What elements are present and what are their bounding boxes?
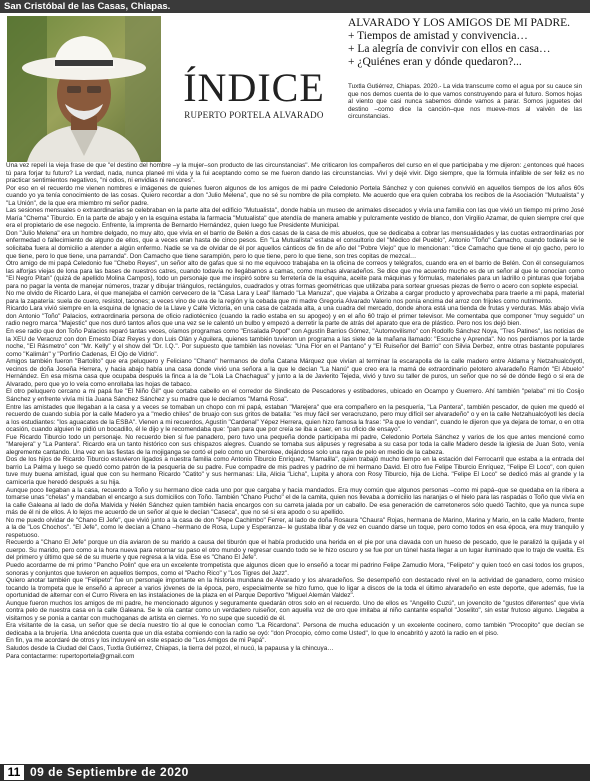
article-paragraph: No me puedo olvidar de "Chano El Jefe", que vivió junto a la casa de don "Pepe Cachimbo" Ferrer, al lado de doña Rosaura "Chaura" Rojas, hermana de Marino, Marina y Mario, en la calle Madero, frente a la de "Los Chochos". "El Jefe", como le decían a Chano –hermano de Rosa, Lupe y Esperanza– le gustaba libar y de vez en cuando darse un toque, pero como todos en esa época, era muy tranquilo y respetuoso. [6,516,584,539]
article-paragraph: Las sesiones mensuales o extraordinarias se celebraban en la parte alta del edificio "Mutualista", donde había un museo de animales disecados y vivía una familia con las que vivió un tiempo mi primo José María "Chema" Tiburcio. En la parte de abajo y en la esquina estaba la farmacia "Mutualista" que atendía de manera amable y pulcramente vestido de blanco, don Virgilio Azamar, de quien siempre creí que era el propietario de ese negocio. Enfrente, la imprenta de Bernardo Hernández, quien luego fue Presidente Municipal. [6,207,584,230]
article-paragraph: Era visitante de la casa, un señor que se decía nuestro tío al que le conocían como "La Ricardona". Persona de mucha educación y un excelente cocinero, como también "Procopito" que decían se dedicaba a la brujería. Una anécdota cuenta que un día estaba comiendo con la radio se oyó: "don Procopio, cómo come Usted", lo que lo encabritó y azotó la radio en el piso. [6,622,584,637]
heading-line-3: + La alegría de convivir con ellos en casa… [348,43,551,55]
article-body [6,162,584,758]
location-header: San Cristóbal de las Casas, Chiapas. [4,1,171,12]
article-paragraph: Entre las amistades que llegaban a la casa y a veces se tomaban un chopo con mi papá, estaban "Marejera" que era compañero en la pesquería, "La Pantera", también pescador, de quien me quedó el recuerdo de cuando subía por la calle Madero ya a "medio chiles" de bruajo con sus gritos de batalla: "es muy fácil ser veracruzano, pero muy difícil ser alvaradeño" o y en la calle Netzahualcóyotl les decía a los estudiantes: "los aguacates de la ESBA". Vienen a mi recuerdos, Agustín "Cardenal" Yépez Herrera, quien hizo famosa la frase: "Pa que lo vendan", cuando le dijeron que ya dejara de tomar, o en otra ocasión, cuando alguien le pidió un bocadillo, él le dijo y le recomendaba que: "pan para que por creía se iba a caer, en su oficio de ensayo". [6,403,584,434]
article-paragraph: En ese radio que don Toño Palacios reparó tantas veces, oíamos programas como "Ensalada Popof" con Agustín Barrios Gómez, "Automovilismo" con Rodolfo Sánchez Noya, "Tres Patines", las noticias de la XEU de Veracruz con don Ernesto Díaz Reyes y don Luis Olán y Aguilera, quienes también tuvieron un programa a las siete de la mañana llamado: "Escuche y Aprenda". No nos perdíamos por la tarde noche, "El Rásmetro" con "Mr. Kelly" y el show del "Dr. I.Q.". Por supuesto que también las novelas: "Una Flor en el Pantano" y "El Ruiseñor del Barrio" con Silvia Derbez, entre otras bastante populares como "Kalimán" y "Porfirio Cadenas, El Ojo de Vidrio". [6,328,584,358]
article-paragraph: Otro amigo de mi papá Celedonio fue "Chebo Reyes", un señor alto de gafas que si no me equivoco trabajaba en la oficina de correos y telégrafos, cuando era en el barrio de Belén. Con él conseguíamos las alforjas viejas de lona para las bases de nuestros catres, cuando todavía no llegábamos a camas, como muchas alvaradeños. Se dice que me acuerdo mucho es de un señor al que le conocían como "El Negro Pitan" (quizá de apellido Molina Campos), todo un personaje que me inspiró sobre su ferretería de la esquina, aceite para máquinas y fórmulas, materiales para un ladrillo o pinturas que forjaba para no pagar la venta de manejar números, trazar y dibujar triángulos, rectángulos, cuadrados y otras formas geométricas que utilizaba para sortear gruesas piezas de fierro o acero con soplete especial. [6,260,584,290]
article-paragraph: Dos de los hijos de Ricardo Tiburcio estuvieron ligados a nuestra familia como Antonio Tiburcio Enríquez, "Mamalila", quien trabajó mucho tiempo en la estación del Ferrocarril que estaba a la entrada del barrio La Palma y luego se quedó como patrón de la pesquería de su padre. Fue compadre de mis padres y padrino de mi hermano David. El otro fue Felipe Tiburcio Enríquez, "Felipe El Loco", con quien tuve muy buena amistad, igual que con su hermano Ricardo "Catito" y sus hermanas: Lila, Alicia "Licha", Lupita y ahora con Rosy Tiburcio, hija de Licha. "Felipe El Loco" se dedicó más al grande y la carnicería que heredó después a su hija. [6,456,584,486]
article-paragraph: Una vez repelí la vieja frase de que "el destino del hombre –y la mujer–son producto de las circunstancias". Me criticaron los compañeros del curso en el que participaba y me dijeron: ¿entonces qué haces tú para forjar tu futuro? La verdad, nada, nunca planeé mi vida y la fui aceptando como se me fueron dando las circunstancias. Viví y dejé vivir. Digo siempre, que la fórmula infalible de ser feliz es no practicar sentimientos negativos, "ni odios, ni envidias ni rencores". [6,162,584,185]
intro-paragraph: Tuxtla Gutiérrez, Chiapas. 2020.- La vida transcurre como el agua por su cauce sin que nos demos cuenta de lo que vamos construyendo para el futuro. Somos hojas al viento que casi nunca sabemos dónde vamos a parar. Somos juguetes del destino –como dice la canción–que nos mueve-mos al vaivén de las circunstancias. [348,83,582,121]
article-paragraph: No me olvido de Ricardo Lara, el que manejaba el camión cervecero de la "Casa Lara y Leal" llamado "La Manuza", que viajaba a Orizaba a cargar producto y aprovechaba para traerle a mi papá, material para la zapatería: suela de cuero, resistol, tacones; a veces vino de uva de la región y la cebada que mi madre Gregoria Alvarado Valerio nos ponía encima del arroz con frijoles como nutrimento. [6,290,584,305]
article-paragraph: En fin, ya me acordaré de otros y los incluyeré en este espacio de "Los Amigos de mi Papá". [6,637,267,645]
article-paragraph: Aunque poco llegaban a la casa, recuerdo a Toño y su hermano dice cada uno por que cargaba y hacia mandados. Era muy común que algunos personas –como mi papá–que se quedaba en la ribera a tomarse unas "chelas" y mandaban el encargo a sus domicilios con Toño. También "Chano Pucho" el de la camita, quien nos llevaba a domicilio las naranjas o el hielo para las raspadas o Toño que vivía en la calle Galeana al lado de doña Malvida y Nelén Sánchez quien también hacia encargos con su carreta jalada por un caballo. De esa generación de carretoneros sólo quedó Tachito, que ya nunca supe más de él ni de ellos. A lo lejos me acuerdo de un señor al que le decían "Caseca", que no sé si era apodo o su apellido. [6,486,584,517]
issue-date: 09 de Septiembre de 2020 [30,765,189,779]
article-heading [348,17,582,69]
article-paragraph: Don "Julio Melena" era un hombre delgado, no muy alto, que vivía en el barrio de Belén a dos casas de la casa de mis abuelos, que se dedicaba a cobrar las mensualidades y las cuotas extraordinarias por enfermedad o fallecimiento de alguno de ellos, que a veces eran hasta de cinco pesos. En "La Mutualista" estaba el consultorio del "Médico del Pueblo", Antonio "Toño" Camacho, cuando todavía se le solicitaba fuera al domicilio a atender a algún enfermo. Nadie se va de olvidar de él por aquellos cánticos de fin de año del "Pobre Viejo" que lo mencionan: "dice Camacho que tiene el ojo gacho, pero lo que tiene, pero lo que tiene, una parranda". Don Camacho que tiene sarampión, pero lo que tiene, pero lo que tiene, son tres copitas de mezcal… [6,229,584,260]
article-paragraph: Puedo acordarme de mi primo "Pancho Polin" que era un excelente trompetista que algunos dicen que lo enseñó a tocar mi padrino Felipe Zamudio Mora, "Felipeto" y quien tocó en casi todos los grupos, sonoras y conjuntos que tuvieron en aquellos tiempos, como el "Pacho Rico" y "Los Tigres del Jazz". [6,561,584,577]
article-paragraph: Amigos también fueron "Bartolito" que era peluquero y Feliciano "Chano" hermanos de doña Catana Márquez que vivían al terminar la escarapolla de la calle madero entre Aldama y Netzahualcóyotl, vecinos de doña Joseña Herrera, y hacia abajo había una casa donde vivió una señora a la que le decían "La Nanú" que creo era la mamá de extraordinario pelotero alvaradeño Ramón "El Abuelo" Hernández. En esa misma casa que ocupaba después la finca a la de "Lola La Chachagua" y junto a la de Javierito Tejeda, vivió y tuvo su taller de puros, un señor que no sé de dónde llegó o si era de Alvarado, pero que yo lo veía como enrollaba las hojas de tabaco. [6,358,584,388]
top-banner [0,0,590,13]
contact-line: Para contactarme: rupertoportela@gmail.com [6,652,135,660]
heading-line-2: + Tiempos de amistad y convivencia… [348,30,528,42]
article-paragraph: Por eso en el recuerdo me vienen nombres e imágenes de quienes fueron algunos de los amigos de mi padre Celedonio Portela Sánchez y con quienes convivió en aquellos tiempos de los años 60s cuando yo ya tenía conocimiento de las cosas. Quiero recordar a don "Julio Melena", que no sé su nombre de pila completo. Me acuerdo que era quien cobraba los recibos de la Asociación "Mutualista" y "La Unión", de la que era miembro mi señor padre. [6,184,584,207]
heading-line-4: + ¿Quiénes eran y dónde quedaron?... [348,56,522,68]
page-number: 11 [4,765,24,780]
article-paragraph: Fue Ricardo Tiburcio todo un personaje. No recuerdo bien si fue panadero, pero tuvo una pequeña donde participaba mi padre, Celedonio Portela Sánchez y varios de los que antes mencioné como "Marejera" y "La Pantera". Ricardo era un tanto histórico con sus chispazos alegres. Cuando se tomaba sus alipuses y regresaba a su casa por toda la calle Madero desde la iglesia de Juan Soto, venía alegremente cantando. Una vez en las fiestas de la mojiganga se cortó el pelo como un Cherokee, dejándose solo una raya de pelo en medio de la cabeza. [6,433,584,456]
index-title: ÍNDICE [183,65,325,110]
article-paragraph: El otro peluquero cercano a mi papá fue "El Niño Gil" que cortaba cabello en el corredor de Sindicato de Pescadores y estibadores, ubicado en Ocampo y Guerrero. Ahí también "pelaba" mi tío Cosijo Sánchez y enfrente vivía mi tía Juana Sánchez Sánchez y su madre que le decíamos "Mamá Rosa". [6,388,584,403]
author-portrait-image [7,16,161,162]
author-byline: RUPERTO PORTELA ALVARADO [184,110,324,120]
heading-line-1: ALVARADO Y LOS AMIGOS DE MI PADRE. [348,17,571,29]
article-paragraph: Aunque fueron muchos los amigos de mi padre, he mencionado algunos y seguramente quedarán otros solo en el recuerdo. Uno de ellos es "Angelito Cuzú", un jovencito de "gustos diferentes" que vivía contra pelo de nuestra casa en la calle Galeana. Se le oía cantar como un verdadero ruiseñor, con aquella voz de oro que imitaba al niño cantante español "Joselito", sin estar frutoso alguno. Llegaba a visitarnos y se ponía a cantar con muchoganas de artista en ciernes. Yo no supe que sucedió de él. [6,599,584,622]
author-photo [7,16,161,162]
article-paragraph: Quiero anotar también que "Felipeto" fue un personaje importante en la historia mundana de Alvarado y los alvaradeños. Se desempeñó con destacado nivel en la actividad de ganadero, como músico tocando la trompeta que le enseñó a aprecer a varios jóvenes de la época, pero, especialmente se hizo fumo, que lo ligar a discos de la toda el último alvaradeño en este deporte, que además, fue la oportunidad de alternar con el Curro Rivera en las instalaciones de la plaza en el Parque Deportivo "Miguel Alemán Valdez". [6,577,584,600]
article-paragraph: Ricardo Lara vivió siempre en la esquina de Ignacio de la Llave y Calle Victoria, en una casa de calzada alta, a una cuadra del mercado, donde ahora está una tienda de frutas y verduras. Más abajo vivía don Antonio "Toño" Palacios, extraordinaria persona de oficio radiotécnico (cuando la radio estaba en su apogeo) y en el año 60 trajo el primer televisor. Me comentaba que componer "muy seguido" un radio negro marca "Majestic" que nos duró tantos años que una vez se le calentó un bulbo y empezó a derretir la parte de atrás del aparato que era de plástico. Pero nos los dejó bien. [6,305,584,328]
article-paragraph: Saludos desde la Ciudad del Caos, Tuxtla Gutiérrez, Chiapas, la tierra del pozol, el nucú, la papausa y la chincuya… [6,645,334,652]
article-paragraph: Recuerdo a "Chano El Jefe" porque un día aviaron de su marido a causa del tiburón que el había producido una herida en el pie por una clavada con un hueso de pescado, que le paralizó la quijada y el cuerpo. Su marido, pero como a la hora nueva para retomar su paso el otro mundo y regresar cuando todo se le hizo oscuro y se fue por un túnel hasta llegar a un lugar iluminado que lo trajo de vuelta. Es del primero y último que sé de su muerte y que regresa a la vida. Ese es "Chano El Jefe". [6,539,584,562]
footer-bar [0,764,590,781]
